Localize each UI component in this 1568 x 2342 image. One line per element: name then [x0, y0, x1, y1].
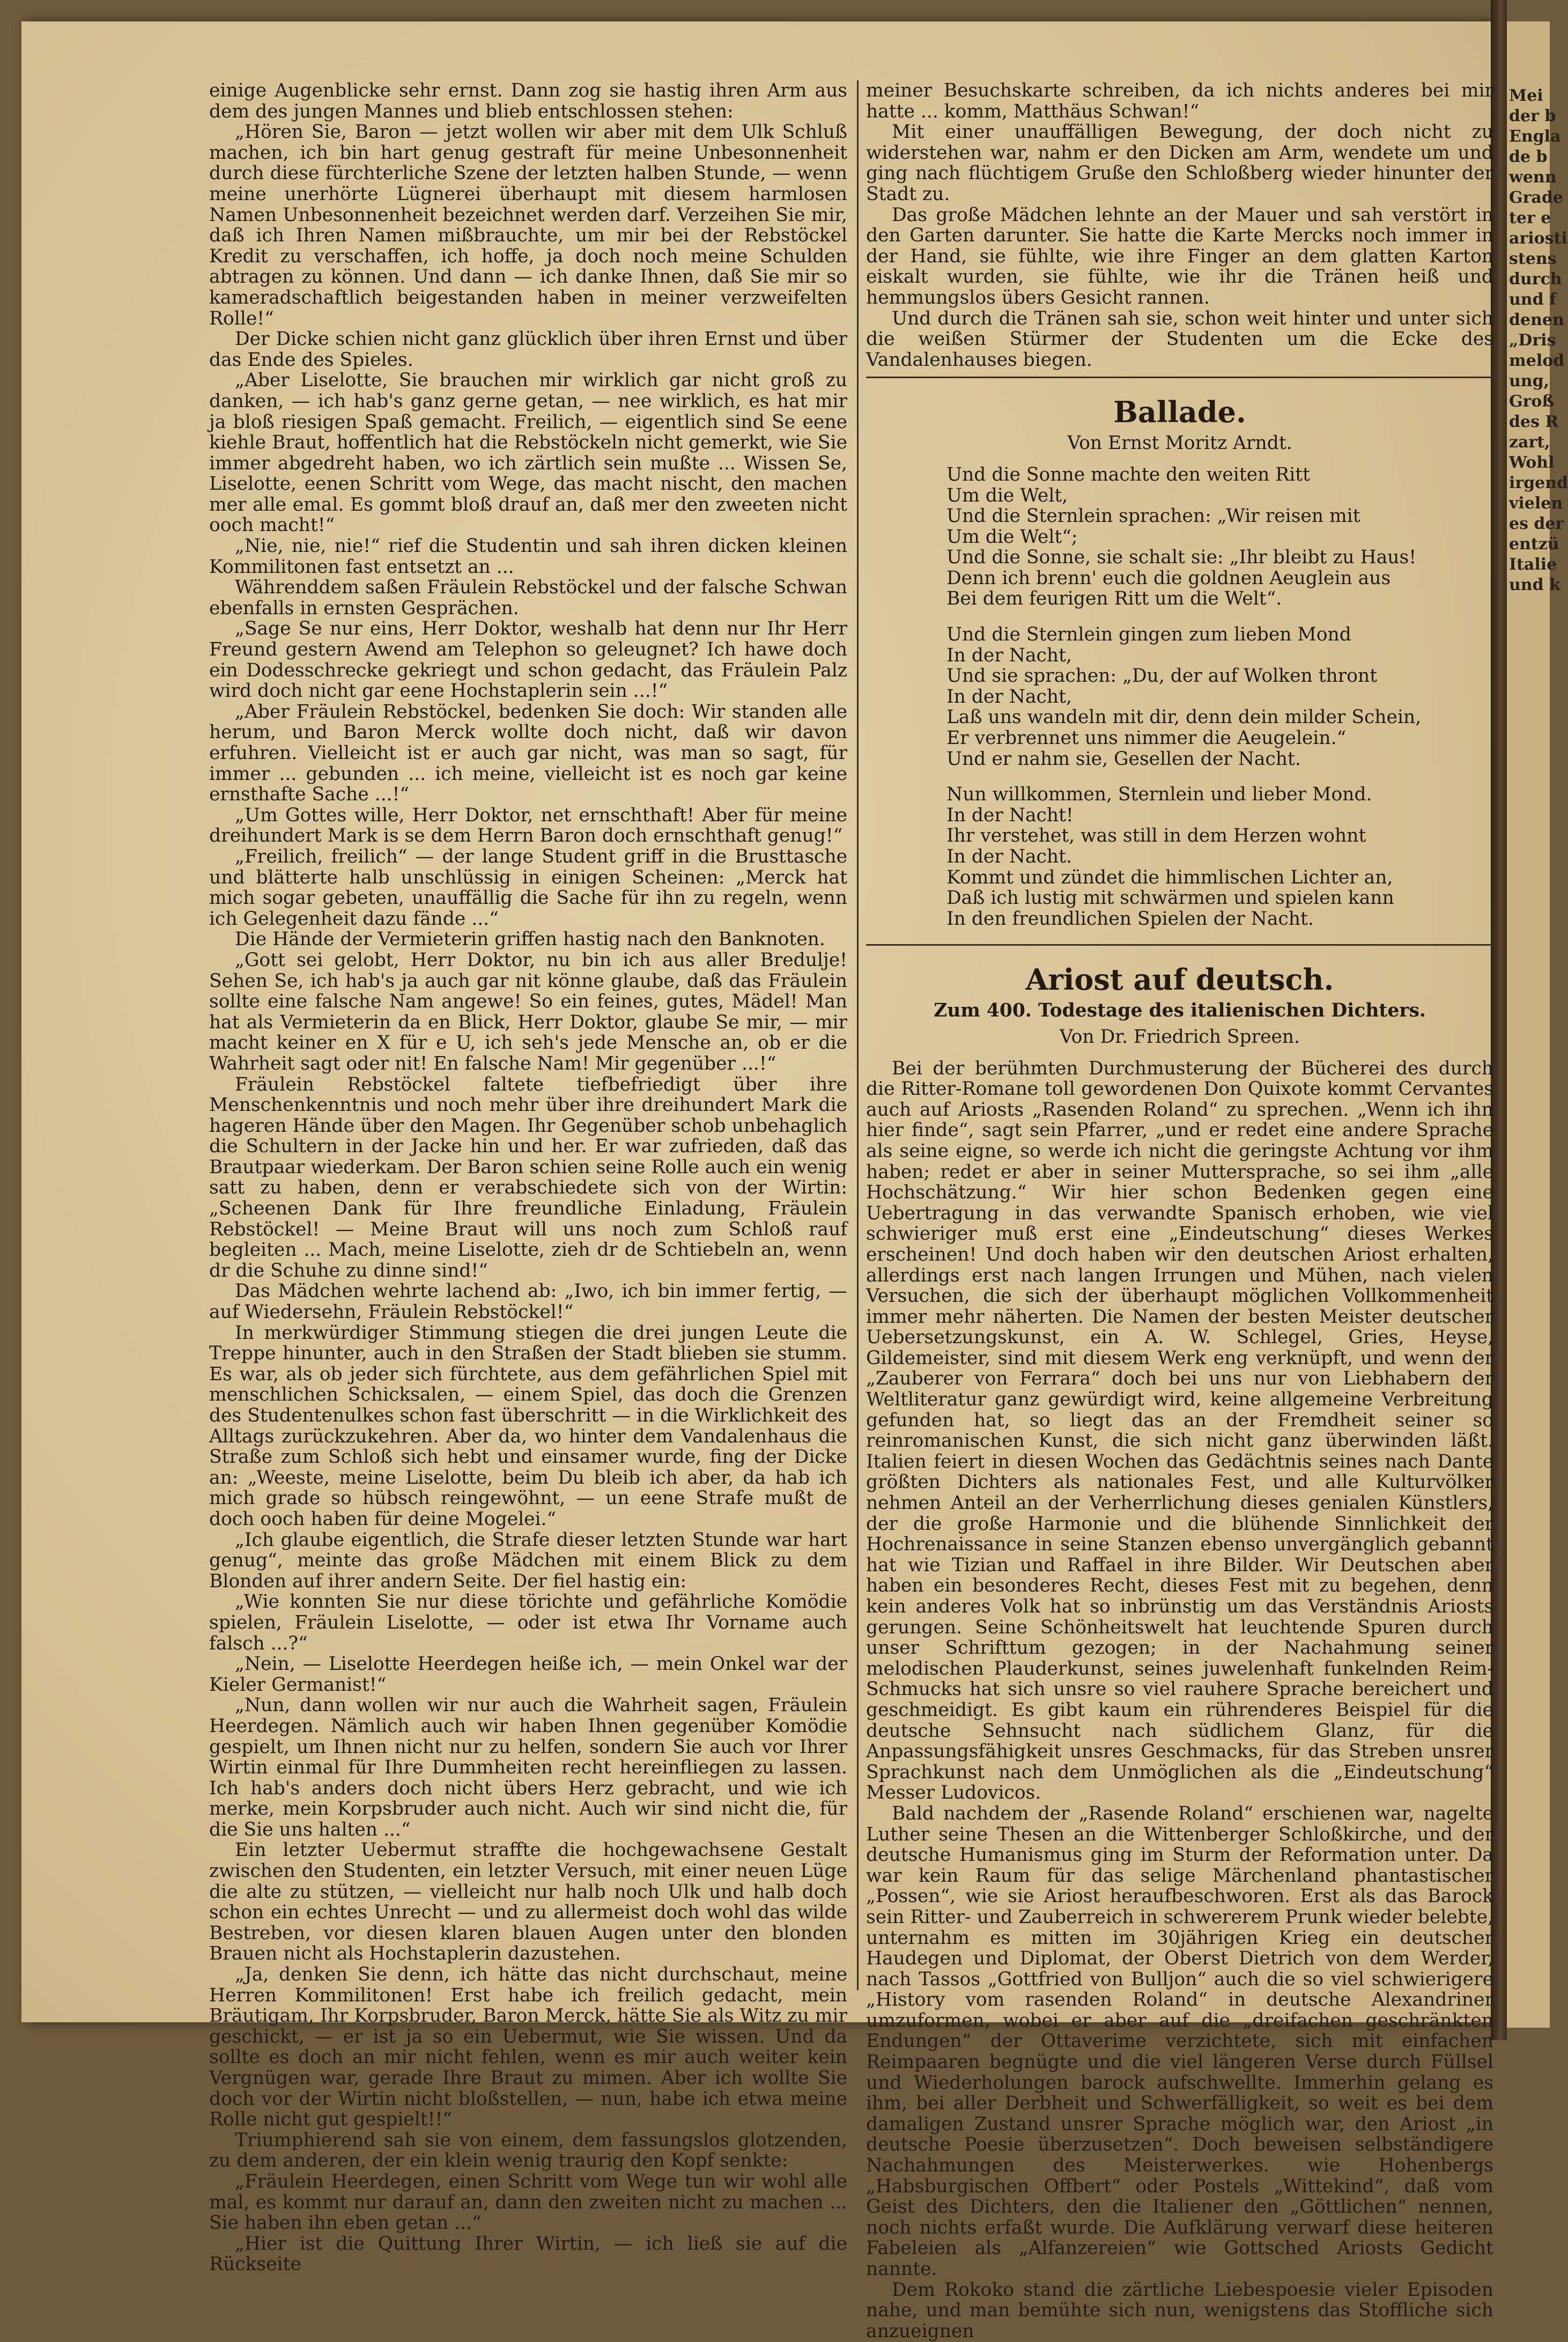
verse-line: In den freundlichen Spielen der Nacht.: [946, 908, 1314, 930]
paragraph: Bald nachdem der „Rasende Roland“ erschienen war, nagelte Luther seine Thesen an die Wittenberger Schloßkirche, und der deutsche Humanismus ging im Sturm der Reformation unter. Da war kein Raum für das selige Märchenland phantastischer „Possen“, wie sie Ariost heraufbeschworen. Erst als das Barock sein Ritter- und Zauberreich in schwererem Prunk wieder belebte, unternahm es mitten im 30jährigen Krieg ein deutscher Haudegen und Diplomat, der Oberst Dietrich von dem Werder, nach Tassos „Gottfried von Bulljon“ auch die so viel schwierigere „History vom rasenden Roland“ in deutsche Alexandriner umzuformen, wobei er aber auf die „dreifachen geschränkten Endungen“ der Ottaverime verzichtete, sich mit einfachen Reimpaaren begnügte und die viel längeren Verse durch Füllsel und Wiederholungen barock aufschwellte. Immerhin gelang es ihm, bei aller Derbheit und Schwerfälligkeit, so weit es bei dem damaligen Zustand unsrer Sprache möglich war, den Ariost „in deutsche Poesie überzusetzen“. Doch beweisen selbständigere Nachahmungen des Meisterwerkes. wie Hohenbergs „Habsburgischen Offbert“ oder Postels „Wittekind“, daß vom Geist des Dichters, den die Italiener den „Göttlichen“ nennen, noch nichts erfaßt wurde. Die Aufklärung verwarf diese heiteren Fabeleien als „Alfanzereien“ wie Gottsched Ariosts Gedicht nannte.: [866, 1802, 1493, 2280]
paragraph: Triumphierend sah sie von einem, dem fassungslos glotzenden, zu dem anderen, der ein klein wenig traurig den Kopf senkte:: [209, 2129, 847, 2172]
stanza: [946, 624, 1493, 769]
paragraph: „Ich glaube eigentlich, die Strafe dieser letzten Stunde war hart genug“, meinte das große Mädchen mit einem Blick zu dem Blonden auf ihrer andern Seite. Der fiel hastig ein:: [209, 1529, 847, 1592]
section-rule: [866, 944, 1493, 946]
paragraph: Ein letzter Uebermut straffte die hochgewachsene Gestalt zwischen den Studenten, ein letzter Versuch, mit einer neuen Lüge die alte zu stützen, — vielleicht nur halb noch Ulk und halb doch schon ein echtes Unrecht — und zu allermeist doch wohl das wilde Bestreben, vor diesen klaren blauen Augen unter den blonden Brauen nicht als Hochstaplerin dazustehen.: [209, 1839, 847, 1965]
paragraph: „Um Gottes wille, Herr Doktor, net ernschthaft! Aber für meine dreihundert Mark is se dem Herrn Baron doch ernschthaft genug!“: [209, 804, 847, 847]
paragraph: „Hier ist die Quittung Ihrer Wirtin, — ich ließ sie auf die Rückseite: [209, 2233, 847, 2275]
paragraph: Dem Rokoko stand die zärtliche Liebespoesie vieler Episoden nahe, und man bemühte sich nun, wenigstens das Stoffliche sich anzueignen: [866, 2279, 1493, 2342]
verse-line: In der Nacht!: [946, 804, 1074, 826]
verse-line: In der Nacht,: [946, 644, 1072, 666]
ariost-article: [866, 1058, 1493, 2342]
left-column: [209, 80, 847, 2275]
verse-line: Und die Sonne, sie schalt sie: „Ihr bleibt zu Haus!: [946, 547, 1417, 569]
paragraph: einige Augenblicke sehr ernst. Dann zog sie hastig ihren Arm aus dem des jungen Mannes und blieb entschlossen stehen:: [209, 80, 847, 122]
verse-line: In der Nacht.: [946, 846, 1072, 867]
verse-line: Bei dem feurigen Ritt um die Welt“.: [946, 588, 1282, 610]
verse-line: Kommt und zündet die himmlischen Lichter an,: [946, 866, 1393, 888]
paragraph: Das große Mädchen lehnte an der Mauer und sah verstört in den Garten darunter. Sie hatte die Karte Mercks noch immer in der Hand, sie fühlte, wie ihre Finger an dem glatten Karton eiskalt wurden, sie fühlte, wie ihr die Tränen heiß und hemmungslos übers Gesicht rannen.: [866, 204, 1493, 308]
neighbor-page-edge: [1507, 21, 1568, 2028]
ballade-title: Ballade.: [1113, 395, 1246, 430]
verse-line: Laß uns wandeln mit dir, denn dein milder Schein,: [946, 706, 1422, 728]
verse-line: Denn ich brenn' euch die goldnen Aeuglein aus: [946, 567, 1391, 589]
paragraph: Fräulein Rebstöckel faltete tiefbefriedigt über ihre Menschenkenntnis und noch mehr über ihre dreihundert Mark die hageren Hände über den Magen. Ihr Gegenüber schob unbehaglich die Schultern in der Jacke hin und her. Er war zufrieden, daß das Brautpaar wiederkam. Der Baron schien seine Rolle auch ein wenig satt zu haben, denn er verabschiedete sich von der Wirtin: „Scheenen Dank für Ihre freundliche Einladung, Fräulein Rebstöckel! — Meine Braut will uns noch zum Schloß rauf begleiten ... Mach, meine Liselotte, zieh dr de Schtiebeln an, wenn dr die Schuhe zu dinne sind!“: [209, 1073, 847, 1282]
paragraph: „Freilich, freilich“ — der lange Student griff in die Brusttasche und blätterte halb unschlüssig in einigen Scheinen: „Merck hat mich sogar gebeten, unauffällig die Sache für ihn zu regeln, wenn ich Gelegenheit dazu fände ...“: [209, 845, 847, 930]
verse-line: Und die Sternlein sprachen: „Wir reisen mit: [946, 505, 1360, 527]
verse-line: Um die Welt“;: [946, 526, 1078, 548]
paragraph: In merkwürdiger Stimmung stiegen die drei jungen Leute die Treppe hinunter, auch in den Straßen der Stadt blieben sie stumm. Es war, als ob jeder sich fürchtete, aus dem gefährlichen Spiel mit menschlichen Schicksalen, — einem Spiel, das doch die Grenzen des Studentenulkes schon fast überschritt — in die Wirklichkeit des Alltags zurückzukehren. Aber da, wo hinter dem Vandalenhaus die Straße zum Schloß sich hebt und einsamer wurde, fing der Dicke an: „Weeste, meine Liselotte, beim Du bleib ich aber, da hab ich mich grade so hübsch reingewöhnt, — un eene Strafe mußt de doch ooch haben für deine Mogelei.“: [209, 1322, 847, 1530]
paragraph: Währenddem saßen Fräulein Rebstöckel und der falsche Schwan ebenfalls in ernsten Gesprächen.: [209, 577, 847, 619]
paragraph: Die Hände der Vermieterin griffen hastig nach den Banknoten.: [235, 929, 825, 951]
verse-line: Daß ich lustig mit schwärmen und spielen kann: [946, 887, 1394, 909]
verse-line: In der Nacht,: [946, 686, 1072, 708]
right-column: [866, 80, 1493, 2341]
paragraph: Und durch die Tränen sah sie, schon weit hinter und unter sich die weißen Stürmer der Studenten um die Ecke des Vandalenhauses biegen.: [866, 307, 1493, 371]
paragraph: „Fräulein Heerdegen, einen Schritt vom Wege tun wir wohl alle mal, es kommt nur darauf an, dann den zweiten nicht zu machen ... Sie haben ihn eben getan ...“: [209, 2170, 847, 2234]
verse-line: Nun willkommen, Sternlein und lieber Mond.: [946, 784, 1372, 806]
paragraph: Mit einer unauffälligen Bewegung, der doch nicht zu widerstehen war, nahm er den Dicken am Arm, wendete um und ging nach flüchtigem Gruße den Schloßberg wieder hinunter der Stadt zu.: [866, 121, 1493, 205]
paragraph: „Wie konnten Sie nur diese törichte und gefährliche Komödie spielen, Fräulein Liselotte, — oder ist etwa Ihr Vorname auch falsch ...?“: [209, 1591, 847, 1654]
ariost-subtitle: Zum 400. Todestage des italienischen Dichters.: [934, 1000, 1426, 1022]
ariost-author: Von Dr. Friedrich Spreen.: [1059, 1026, 1300, 1048]
paragraph: „Aber Fräulein Rebstöckel, bedenken Sie doch: Wir standen alle herum, und Baron Merck wollte doch nicht, daß wir davon erfuhren. Vielleicht ist er auch gar nicht, was man so sagt, für immer ... gebunden ... ich meine, vielleicht ist es noch gar keine ernsthafte Sache ...!“: [209, 701, 847, 806]
paragraph: „Aber Liselotte, Sie brauchen mir wirklich gar nicht groß zu danken, — ich hab's ganz gerne getan, — nee wirklich, es hat mir ja bloß riesigen Spaß gemacht. Freilich, — eigentlich sind Se eene kiehle Braut, hoffentlich hat die Rebstöckeln nicht gemerkt, wie Sie immer abgedreht haben, wo ich zärtlich sein mußte ... Wissen Se, Liselotte, eenen Schritt vom Wege, das macht nischt, den machen mer alle emal. Es gommt bloß drauf an, daß mer den zweeten nicht ooch macht!“: [209, 370, 847, 536]
section-rule: [866, 377, 1493, 378]
paragraph: „Nun, dann wollen wir nur auch die Wahrheit sagen, Fräulein Heerdegen. Nämlich auch wir haben Ihnen gegenüber Komödie gespielt, um Ihnen nicht nur zu helfen, sondern Sie auch vor Ihrer Wirtin einmal für Ihre Dummheiten recht hereinfliegen zu lassen. Ich hab's anders doch nicht übers Herz gebracht, und wie ich merke, mein Korpsbruder auch nicht. Auch wir sind nicht die, für die Sie uns halten ...“: [209, 1695, 847, 1840]
verse-line: Und er nahm sie, Gesellen der Nacht.: [946, 748, 1301, 770]
paragraph: meiner Besuchskarte schreiben, da ich nichts anderes bei mir hatte ... komm, Matthäus Schwan!“: [866, 80, 1493, 122]
paragraph: „Sage Se nur eins, Herr Doktor, weshalb hat denn nur Ihr Herr Freund gestern Awend am Telephon so geleugnet? Ich hawe doch ein Dodesschrecke gekriegt und schon gedacht, das Fräulein Palz wird doch nicht gar eene Hochstaplerin sein ...!“: [209, 618, 847, 702]
verse-line: Um die Welt,: [946, 484, 1068, 506]
ballade-poem: [866, 465, 1493, 929]
ballade-author: Von Ernst Moritz Arndt.: [1067, 432, 1292, 454]
verse-line: Und sie sprachen: „Du, der auf Wolken thront: [946, 665, 1378, 687]
verse-line: Und die Sternlein gingen zum lieben Mond: [946, 624, 1351, 646]
paragraph: „Gott sei gelobt, Herr Doktor, nu bin ich aus aller Bredulje! Sehen Se, ich hab's ja auch gar nit könne glaube, daß das Fräulein sollte eine falsche Nam angewe! So ein feines, gutes, Mädel! Man hat als Vermieterin da en Blick, Herr Doktor, glaube Se mir, — mir macht keiner en X für e U, ich seh's jede Mensche an, ob er die Wahrheit sagt oder nit! En falsche Nam! Mir gegenüber ...!“: [209, 949, 847, 1074]
paragraph: Das Mädchen wehrte lachend ab: „Iwo, ich bin immer fertig, — auf Wiedersehn, Fräulein Rebstöckel!“: [209, 1280, 847, 1323]
verse-line: Und die Sonne machte den weiten Ritt: [946, 463, 1311, 485]
verse-line: Er verbrennet uns nimmer die Aeugelein.“: [946, 727, 1347, 749]
ariost-title: Ariost auf deutsch.: [1025, 962, 1334, 997]
paragraph: Bei der berühmten Durchmusterung der Bücherei des durch die Ritter-Romane toll gewordenen Don Quixote kommt Cervantes auch auf Ariosts „Rasenden Roland“ zu sprechen. „Wenn ich ihn hier finde“, sagt sein Pfarrer, „und er redet eine andere Sprache als seine eigne, so werde ich nicht die geringste Achtung vor ihm haben; redet er aber in seiner Muttersprache, so sei ihm „alle Hochschätzung.“ Wir hier schon Bedenken gegen eine Uebertragung in das verwandte Spanisch erhoben, wie viel schwieriger muß erst eine „Eindeutschung“ dieses Werkes erscheinen! Und doch haben wir den deutschen Ariost erhalten, allerdings erst nach langen Irrungen und Mühen, nach vielen Versuchen, die sich der überhaupt möglichen Vollkommenheit immer mehr näherten. Die Namen der besten Meister deutscher Uebersetzungskunst, ein A. W. Schlegel, Gries, Heyse, Gildemeister, sind mit diesem Werk eng verknüpft, und wenn der „Zauberer von Ferrara“ doch bei uns nur von Liebhabern der Weltliteratur ganz gewürdigt wird, keine allgemeine Verbreitung gefunden hat, so liegt das an der Fremdheit seiner so reinromanischen Kunst, die sich nicht ganz überwinden läßt. Italien feiert in diesen Wochen das Gedächtnis seines nach Dante größten Dichters als nationales Fest, und alle Kulturvölker nehmen Anteil an der Verherrlichung dieses genialen Künstlers, der die große Harmonie und die blühende Sinnlichkeit der Hochrenaissance in seine Stanzen ebenso unvergänglich gebannt hat wie Tizian und Raffael in ihre Bilder. Wir Deutschen aber haben ein besonderes Recht, dieses Fest mit zu begehen, denn kein anderes Volk hat so inbrünstig um das Verständnis Ariosts gerungen. Seine Schönheitswelt hat leuchtende Spuren durch unser Schrifttum gezogen; in der Nachahmung seiner melodischen Plauderkunst, seines juwelenhaft funkelnden Reim-Schmucks hat sich unsre so viel rauhere Sprache bereichert und geschmeidigt. Es gibt kaum ein rührenderes Beispiel für die deutsche Sehnsucht nach südlichem Glanz, für die Anpassungsfähigkeit unsres Geschmacks, für das Streben unsrer Sprachkunst nach dem Unmöglichen als die „Eindeutschung“ Messer Ludovicos.: [866, 1057, 1493, 1804]
story-ending: [866, 80, 1493, 370]
paragraph: „Nie, nie, nie!“ rief die Studentin und sah ihren dicken kleinen Kommilitonen fast entsetzt an ...: [209, 535, 847, 578]
neighbor-page-text: Mei der b Engla de b wenn Grade ter e ariosti stens durch und f denen „Dris melod ung, Groß des R zart, Wohl irgend vielen es der entzü Italie und k: [1509, 86, 1568, 594]
stanza: [946, 465, 1493, 609]
paragraph: Der Dicke schien nicht ganz glücklich über ihren Ernst und über das Ende des Spieles.: [209, 328, 847, 371]
paragraph: „Ja, denken Sie denn, ich hätte das nicht durchschaut, meine Herren Kommilitonen! Erst habe ich freilich gedacht, mein Bräutigam, Ihr Korpsbruder, Baron Merck, hätte Sie als Witz zu mir geschickt, — er ist ja so ein Uebermut, wie Sie wissen. Und da sollte es doch an mir nicht fehlen, wenn es mir auch weiter kein Vergnügen war, gerade Ihre Braut zu mimen. Aber ich wollte Sie doch vor der Wirtin nicht bloßstellen, — nun, habe ich etwa meine Rolle nicht gut gespielt!!“: [209, 1964, 847, 2131]
paragraph: „Nein, — Liselotte Heerdegen heiße ich, — mein Onkel war der Kieler Germanist!“: [209, 1653, 847, 1696]
stanza: [946, 784, 1493, 929]
verse-line: Ihr verstehet, was still in dem Herzen wohnt: [946, 825, 1366, 847]
column-divider: [857, 80, 859, 1990]
paragraph: „Hören Sie, Baron — jetzt wollen wir aber mit dem Ulk Schluß machen, ich bin hart genug gestraft für meine Unbesonnenheit durch diese fürchterliche Szene der letzten halben Stunde, — wenn meine unerhörte Lügnerei überhaupt mit diesem harmlosen Namen Unbesonnenheit bezeichnet werden darf. Verzeihen Sie mir, daß ich Ihren Namen mißbrauchte, um mir bei der Rebstöckel Kredit zu verschaffen, ich hoffe, ja doch noch meine Schulden abtragen zu können. Und dann — ich danke Ihnen, daß Sie mir so kameradschaftlich beigestanden haben in meiner verzweifelten Rolle!“: [209, 121, 847, 329]
